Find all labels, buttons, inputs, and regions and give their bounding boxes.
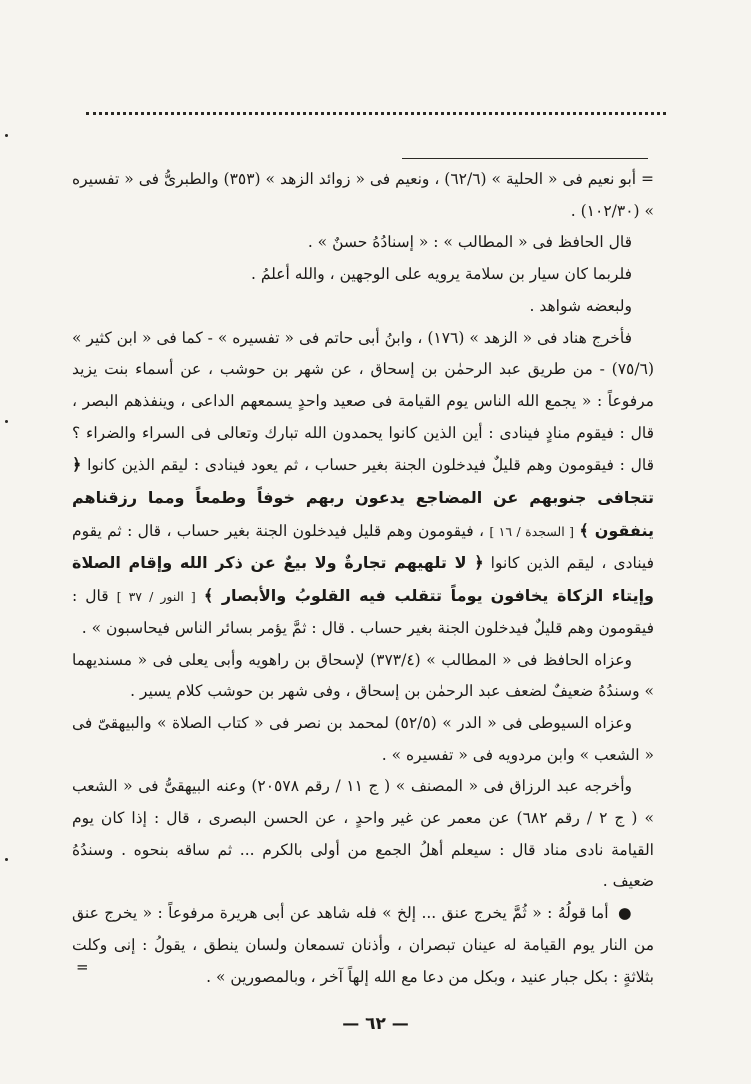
margin-dot-icon: [5, 134, 8, 137]
bullet-icon: ●: [617, 904, 633, 923]
text-line: فلربما كان سيار بن سلامة يرويه على الوجهين ، والله أعلمُ .: [250, 265, 632, 284]
quran-verse: ﴿ تتجافى جنوبهم عن المضاجع يدعون ربهم خوفاً وطمعاً ومما رزقناهم ينفقون ﴾: [72, 455, 654, 540]
verse-reference: [ النور / ٣٧ ]: [116, 589, 196, 605]
text-paragraph: وعزاه السيوطى فى « الدر » (٥٢/٥) لمحمد بن نصر فى « كتاب الصلاة » والبيهقىّ فى « الشعب » وابن مردويه فى « تفسيره » .: [72, 713, 654, 764]
verse-reference: [ السجدة / ١٦ ]: [489, 523, 574, 539]
continuation-mark: =: [76, 958, 89, 976]
text-line: قال الحافظ فى « المطالب » : « إسنادُهُ حسنٌ » .: [307, 233, 632, 252]
text-line: = أبو نعيم فى « الحلية » (٦٢/٦) ، ونعيم فى « زوائد الزهد » (٣٥٣) والطبرىُّ فى « تفسيره » (١٠٢/٣٠) .: [72, 170, 654, 220]
dotted-separator: [86, 112, 666, 115]
footnote-text: [72, 164, 654, 993]
footnote-rule: [402, 158, 648, 159]
text-paragraph: وأخرجه عبد الرزاق فى « المصنف » ( ج ١١ / رقم ٢٠٥٧٨) وعنه البيهقىُّ فى « الشعب » ( ج ٢ / رقم ٦٨٢) عن معمر عن غير واحدٍ ، عن الحسن البصرى ، قال : إذا كان يوم القيامة نادى مناد قال : سيعلم أهلُ الجمع من أولى بالكرم ... ثم ساقه بنحوه . وسندُهُ ضعيف .: [72, 777, 654, 891]
quran-verse: يوماً تتقلب فيه القلوبُ والأبصار ﴾: [203, 586, 483, 606]
text-paragraph: ● أما قولُهُ : « ثُمَّ يخرج عنق ... إلخ » فله شاهد عن أبى هريرة مرفوعاً : « يخرج عنق من النار يوم القيامة له عينان تبصران ، وأذنان تسمعان ولسان ينطق ، يقولُ : إنى وكلت بثلاثةٍ : بكل جبار عنيد ، وبكل من دعا مع الله إلهاً آخر ، وبالمصورين » .: [72, 904, 654, 986]
margin-dot-icon: [5, 420, 8, 423]
quran-verse: ﴿ لا تلهيهم تجارةٌ ولا بيعٌ عن ذكر الله وإقام الصلاة وإيتاء الزكاة يخافون: [72, 553, 655, 606]
margin-dot-icon: [5, 858, 8, 861]
text-paragraph: وعزاه الحافظ فى « المطالب » (٣٧٣/٤) لإسحاق بن راهويه وأبى يعلى فى « مسنديهما » وسندُهُ ضعيفٌ لضعف عبد الرحمٰن بن إسحاق ، وفى شهر بن حوشب كلام يسير .: [72, 650, 654, 701]
page-number: — ٦٢ —: [342, 1014, 409, 1034]
text-line: ولبعضه شواهد .: [529, 296, 632, 315]
text-paragraph: فأخرج هناد فى « الزهد » (١٧٦) ، وابنُ أبى حاتم فى « تفسيره » - كما فى « ابن كثير » (٧٥/٦) - من طريق عبد الرحمٰن بن إسحاق ، عن شهر بن حوشب ، عن أسماء بنت يزيد مرفوعاً : « يجمع الله الناس يوم القيامة فى صعيد واحدٍ يسمعهم الداعى ، وينفذهم البصر ، قال : فيقوم منادٍ فينادى : أين الذين كانوا يحمدون الله تبارك وتعالى فى السراء والضراء ؟ قال : فيقومون وهم قليلٌ فيدخلون الجنة بغير حساب ، ثم يعود فينادى : ليقم الذين كانوا ﴿ تتجافى جنوبهم عن المضاجع يدعون ربهم خوفاً وطمعاً ومما رزقناهم ينفقون ﴾ [ السجدة / ١٦ ] ، فيقومون وهم قليل فيدخلون الجنة بغير حساب ، قال : ثم يقوم فينادى ، ليقم الذين كانوا ﴿ لا تلهيهم تجارةٌ ولا بيعٌ عن ذكر الله وإقام الصلاة وإيتاء الزكاة يخافون يوماً تتقلب فيه القلوبُ والأبصار ﴾ [ النور / ٣٧ ] قال : فيقومون وهم قليلٌ فيدخلون الجنة بغير حساب . قال : ثمَّ يؤمر بسائر الناس فيحاسبون » .: [72, 328, 655, 637]
